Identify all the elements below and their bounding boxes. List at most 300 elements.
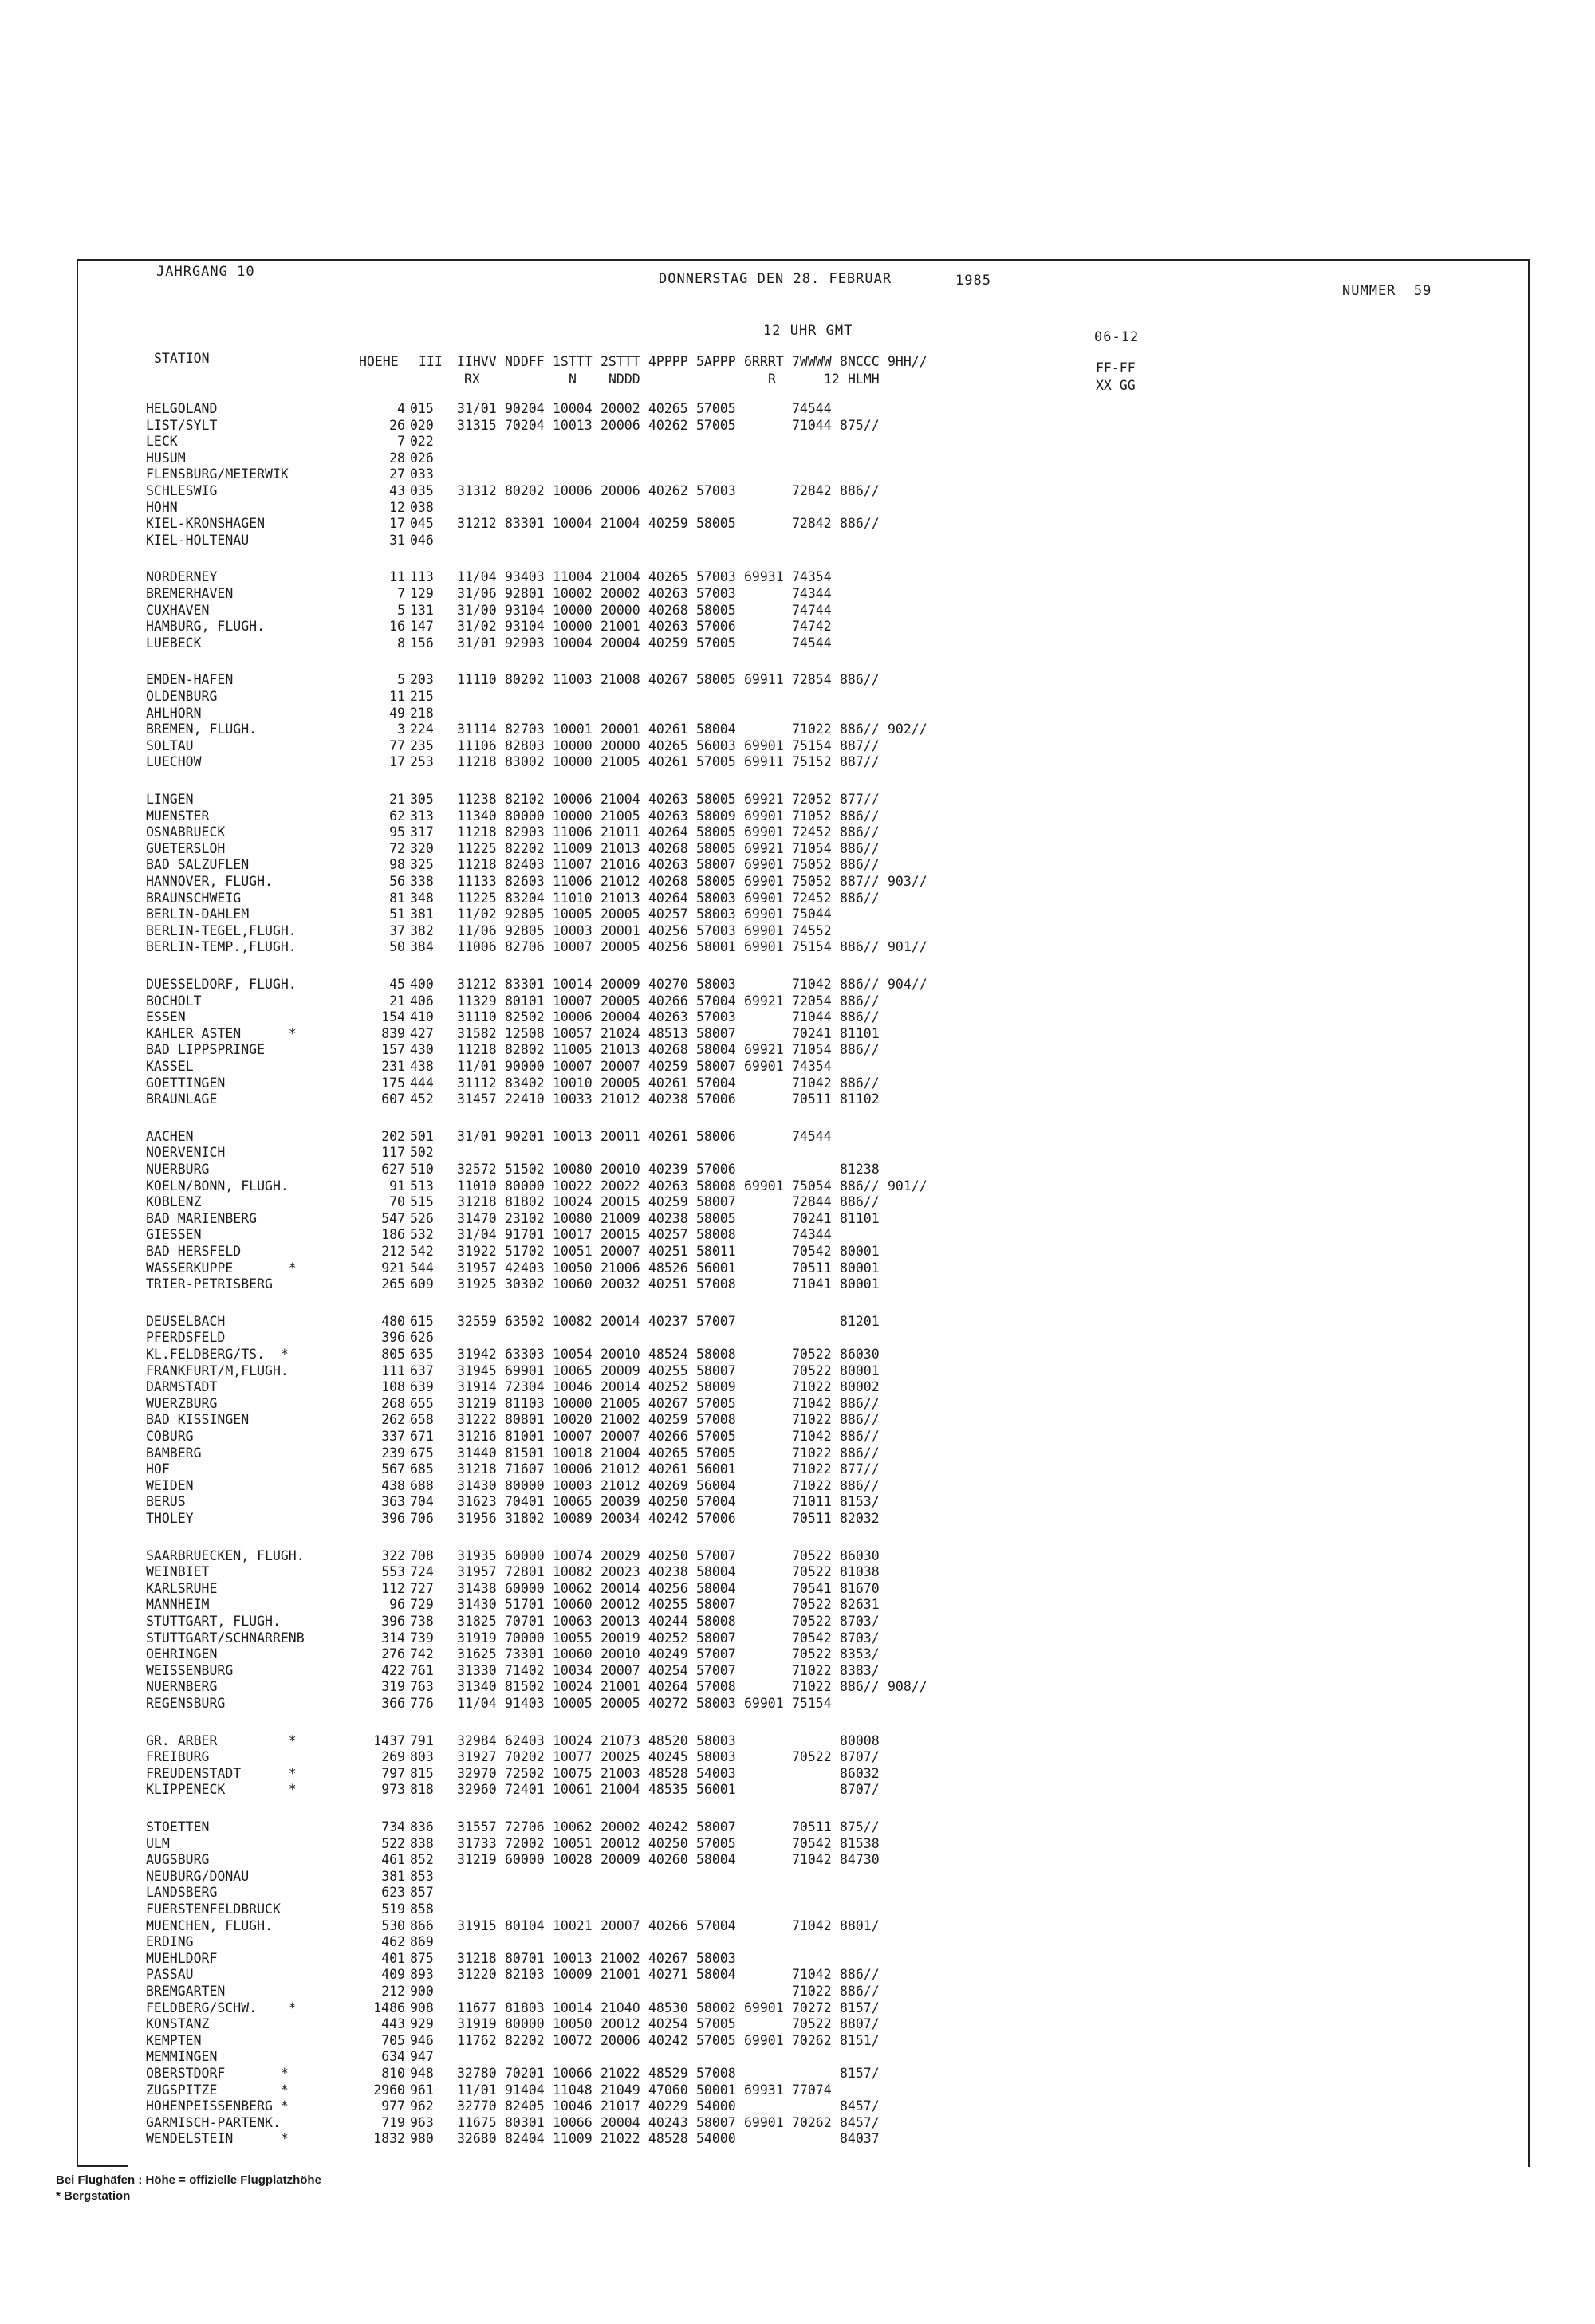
station-height: 443	[381, 2016, 405, 2032]
obs-group: 82202	[505, 2032, 545, 2048]
table-row	[0, 1276, 1436, 1294]
station-number: 129	[410, 586, 434, 601]
obs-group: 21005	[601, 808, 640, 824]
station-number: 893	[410, 1967, 434, 1983]
obs-group: 31802	[505, 1511, 545, 1526]
station-number: 532	[410, 1227, 434, 1243]
obs-group: 40261	[648, 722, 688, 737]
obs-group: 40265	[648, 1445, 688, 1461]
obs-group: 10082	[553, 1313, 593, 1329]
obs-group: 8707/	[840, 1749, 880, 1765]
obs-group: 11218	[457, 1042, 497, 1058]
obs-group: 74344	[792, 586, 832, 601]
obs-group: 40263	[648, 808, 688, 824]
obs-group: 56001	[696, 1782, 736, 1798]
col-7wwww: 7WWWW	[792, 354, 832, 369]
obs-group: 71042	[792, 1917, 832, 1933]
obs-group: 91701	[505, 1227, 545, 1243]
obs-group: 72452	[792, 824, 832, 840]
obs-group: 10062	[553, 1819, 593, 1834]
table-row	[0, 1869, 1436, 1886]
obs-group: 8157/	[840, 2000, 880, 2015]
obs-group: 8383/	[840, 1662, 880, 1678]
obs-group: 40265	[648, 737, 688, 753]
obs-group: 886//	[840, 993, 880, 1009]
station-number: 131	[410, 602, 434, 618]
obs-group: 40261	[648, 1075, 688, 1091]
obs-group: 60000	[505, 1547, 545, 1563]
obs-group: 21049	[601, 2082, 640, 2098]
table-row	[0, 977, 1436, 994]
table-row	[0, 1749, 1436, 1767]
obs-group: 75044	[792, 906, 832, 922]
footnote-airports: Bei Flughäfen : Höhe = offizielle Flugplatzhöhe	[56, 2173, 321, 2187]
obs-group: 48513	[648, 1025, 688, 1041]
obs-group: 69901	[744, 857, 784, 873]
table-row	[0, 824, 1436, 842]
obs-group: 20007	[601, 1917, 640, 1933]
obs-group: 21073	[601, 1732, 640, 1748]
obs-group: 10063	[553, 1614, 593, 1629]
obs-group: 886//	[840, 672, 880, 688]
obs-group: 71042	[792, 1967, 832, 1983]
table-row	[0, 500, 1436, 517]
obs-group: 11218	[457, 824, 497, 840]
station-height: 1486	[373, 2000, 405, 2015]
obs-group: 80008	[840, 1732, 880, 1748]
obs-group: 58005	[696, 824, 736, 840]
table-row	[0, 1614, 1436, 1631]
station-height: 3	[397, 722, 405, 737]
station-height: 157	[381, 1042, 405, 1058]
obs-group: 875//	[840, 417, 880, 433]
obs-group: 71022	[792, 1662, 832, 1678]
table-row	[0, 450, 1436, 468]
obs-group: 10024	[553, 1732, 593, 1748]
station-height: 111	[381, 1363, 405, 1378]
obs-group: 886//	[840, 1445, 880, 1461]
station-height: 56	[389, 874, 405, 889]
obs-group: 71022	[792, 1412, 832, 1428]
station-number: 015	[410, 401, 434, 416]
col-8nccc: 8NCCC	[840, 354, 880, 369]
table-row	[0, 2016, 1436, 2034]
station-height: 719	[381, 2114, 405, 2130]
table-row	[0, 635, 1436, 653]
obs-group: 10051	[553, 1835, 593, 1851]
station-height: 547	[381, 1210, 405, 1226]
obs-group: 31942	[457, 1347, 497, 1362]
obs-group: 31/06	[457, 586, 497, 601]
obs-group: 48520	[648, 1732, 688, 1748]
obs-group: 71042	[792, 977, 832, 992]
obs-group: 57006	[696, 1511, 736, 1526]
station-name: OEHRINGEN	[146, 1646, 218, 1662]
table-row	[0, 1646, 1436, 1664]
station-name: DUESSELDORF, FLUGH.	[146, 977, 297, 992]
obs-group: 21016	[601, 857, 640, 873]
station-height: 7	[397, 586, 405, 601]
station-number: 526	[410, 1210, 434, 1226]
station-height: 977	[381, 2098, 405, 2114]
obs-group: 81502	[505, 1679, 545, 1695]
obs-group: 74742	[792, 619, 832, 635]
station-number: 317	[410, 824, 434, 840]
station-height: 231	[381, 1059, 405, 1074]
obs-group: 84730	[840, 1852, 880, 1868]
obs-group: 886//	[840, 840, 880, 856]
station-number: 776	[410, 1696, 434, 1711]
table-row	[0, 906, 1436, 924]
station-number: 671	[410, 1429, 434, 1444]
obs-group: 80000	[505, 808, 545, 824]
obs-group: 20004	[601, 2114, 640, 2130]
obs-group: 20007	[601, 1662, 640, 1678]
obs-group: 20022	[601, 1178, 640, 1193]
obs-group: 8151/	[840, 2032, 880, 2048]
obs-group: 84037	[840, 2131, 880, 2147]
obs-group: 886//	[840, 1412, 880, 1428]
station-height: 21	[389, 792, 405, 807]
obs-group: 31220	[457, 1967, 497, 1983]
table-row	[0, 1211, 1436, 1229]
station-height: 95	[389, 824, 405, 840]
obs-group: 21004	[601, 569, 640, 585]
obs-group: 40257	[648, 906, 688, 922]
station-height: 366	[381, 1696, 405, 1711]
obs-group: 20025	[601, 1749, 640, 1765]
table-row	[0, 1461, 1436, 1479]
obs-group: 31935	[457, 1547, 497, 1563]
station-name: BAD MARIENBERG	[146, 1210, 258, 1226]
obs-group: 31219	[457, 1395, 497, 1411]
obs-group: 90204	[505, 401, 545, 416]
station-number: 803	[410, 1749, 434, 1765]
obs-group: 93403	[505, 569, 545, 585]
obs-group: 21012	[601, 1477, 640, 1493]
table-row	[0, 1548, 1436, 1566]
obs-group: 31/00	[457, 602, 497, 618]
obs-group: 57004	[696, 1494, 736, 1510]
obs-group: 40271	[648, 1967, 688, 1983]
obs-group: 71042	[792, 1075, 832, 1091]
obs-group: 82403	[505, 857, 545, 873]
station-name: BERLIN-DAHLEM	[146, 906, 250, 922]
col-4pppp: 4PPPP	[648, 354, 688, 369]
obs-group: 886//	[840, 1395, 880, 1411]
obs-group: 58007	[696, 1025, 736, 1041]
obs-group: 21013	[601, 890, 640, 906]
obs-group: 58003	[696, 890, 736, 906]
obs-group: 58007	[696, 1194, 736, 1210]
obs-group: 58005	[696, 1210, 736, 1226]
obs-group: 40252	[648, 1379, 688, 1395]
obs-group: 10007	[553, 993, 593, 1009]
obs-group: 10000	[553, 754, 593, 770]
station-height: 28	[389, 450, 405, 466]
obs-group: 20010	[601, 1347, 640, 1362]
station-name: KONSTANZ	[146, 2016, 210, 2032]
obs-group: 69931	[744, 2082, 784, 2098]
station-name: LUECHOW	[146, 754, 202, 770]
station-number: 704	[410, 1494, 434, 1510]
obs-group: 10007	[553, 1429, 593, 1444]
station-number: 729	[410, 1597, 434, 1613]
table-row	[0, 672, 1436, 690]
station-number: 724	[410, 1564, 434, 1580]
obs-group: 58005	[696, 516, 736, 532]
station-name: HOF	[146, 1461, 170, 1477]
obs-group: 71022	[792, 1679, 832, 1695]
obs-group: 11218	[457, 754, 497, 770]
obs-group: 20012	[601, 1597, 640, 1613]
station-name: FRANKFURT/M,FLUGH.	[146, 1363, 289, 1378]
obs-group: 10028	[553, 1852, 593, 1868]
obs-group: 57005	[696, 417, 736, 433]
obs-group: 81103	[505, 1395, 545, 1411]
station-name: HUSUM	[146, 450, 186, 466]
station-height: 262	[381, 1412, 405, 1428]
obs-group: 58005	[696, 672, 736, 688]
obs-group: 81101	[840, 1210, 880, 1226]
obs-group: 56001	[696, 1260, 736, 1276]
table-row	[0, 1260, 1436, 1278]
station-name: LINGEN	[146, 792, 194, 807]
station-name: AUGSBURG	[146, 1852, 210, 1868]
obs-group: 40266	[648, 1917, 688, 1933]
obs-group: 56003	[696, 737, 736, 753]
station-name: MUENCHEN, FLUGH.	[146, 1917, 273, 1933]
obs-group: 48529	[648, 2066, 688, 2081]
obs-group: 886//	[840, 722, 880, 737]
table-row	[0, 2082, 1436, 2100]
table-row	[0, 841, 1436, 859]
obs-group: 40270	[648, 977, 688, 992]
table-row	[0, 1581, 1436, 1598]
obs-group: 21001	[601, 619, 640, 635]
obs-group: 875//	[840, 1819, 880, 1834]
obs-group: 70542	[792, 1835, 832, 1851]
obs-group: 58005	[696, 840, 736, 856]
station-name: NOERVENICH	[146, 1145, 226, 1161]
obs-group: 80701	[505, 1950, 545, 1966]
obs-group: 70542	[792, 1630, 832, 1646]
obs-group: 74354	[792, 1059, 832, 1074]
obs-group: 70241	[792, 1210, 832, 1226]
obs-group: 58002	[696, 2000, 736, 2015]
obs-group: 31430	[457, 1477, 497, 1493]
obs-group: 82405	[505, 2098, 545, 2114]
obs-group: 31919	[457, 2016, 497, 2032]
station-height: 21	[389, 993, 405, 1009]
table-row	[0, 1129, 1436, 1146]
station-height: 396	[381, 1614, 405, 1629]
obs-group: 31957	[457, 1260, 497, 1276]
table-row	[0, 1091, 1436, 1109]
station-height: 522	[381, 1835, 405, 1851]
table-row	[0, 1330, 1436, 1347]
obs-group: 20014	[601, 1379, 640, 1395]
obs-group: 63303	[505, 1347, 545, 1362]
obs-group: 32572	[457, 1162, 497, 1177]
obs-group: 20006	[601, 2032, 640, 2048]
obs-group: 40254	[648, 1662, 688, 1678]
obs-group: 58007	[696, 1630, 736, 1646]
obs-group: 83301	[505, 516, 545, 532]
obs-group: 75054	[792, 1178, 832, 1193]
obs-group: 40238	[648, 1210, 688, 1226]
obs-group: 58009	[696, 1379, 736, 1395]
table-row	[0, 993, 1436, 1011]
station-number: 763	[410, 1679, 434, 1695]
obs-group: 886//	[840, 890, 880, 906]
obs-group: 58008	[696, 1614, 736, 1629]
obs-group: 82603	[505, 874, 545, 889]
obs-group: 86030	[840, 1347, 880, 1362]
obs-group: 71011	[792, 1494, 832, 1510]
station-name: BAD SALZUFLEN	[146, 857, 250, 873]
obs-group: 20005	[601, 939, 640, 955]
obs-group: 21004	[601, 516, 640, 532]
station-number: 818	[410, 1782, 434, 1798]
station-number: 658	[410, 1412, 434, 1428]
table-row	[0, 706, 1436, 723]
obs-group: 20013	[601, 1614, 640, 1629]
obs-group: 21002	[601, 1950, 640, 1966]
obs-group: 57005	[696, 754, 736, 770]
station-name: HOHENPEISSENBERG *	[146, 2098, 289, 2114]
obs-group: 31218	[457, 1194, 497, 1210]
obs-group: 83002	[505, 754, 545, 770]
obs-group: 10051	[553, 1244, 593, 1259]
table-row	[0, 2098, 1436, 2116]
table-row	[0, 1630, 1436, 1648]
obs-group: 74544	[792, 401, 832, 416]
obs-group: 58004	[696, 1042, 736, 1058]
obs-group: 69901	[505, 1363, 545, 1378]
station-name: MANNHEIM	[146, 1597, 210, 1613]
station-height: 4	[397, 401, 405, 416]
obs-group: 92903	[505, 635, 545, 651]
station-number: 035	[410, 483, 434, 498]
obs-group: 58007	[696, 1597, 736, 1613]
station-name: GR. ARBER *	[146, 1732, 297, 1748]
obs-group: 904//	[888, 977, 927, 992]
table-row	[0, 569, 1436, 587]
obs-group: 69901	[744, 2114, 784, 2130]
obs-group: 31438	[457, 1580, 497, 1596]
station-name: WEINBIET	[146, 1564, 210, 1580]
station-number: 313	[410, 808, 434, 824]
obs-group: 10020	[553, 1412, 593, 1428]
obs-group: 886//	[840, 1679, 880, 1695]
period-label: 06-12	[1094, 329, 1140, 345]
station-name: SAARBRUECKEN, FLUGH.	[146, 1547, 305, 1563]
station-name: OBERSTDORF *	[146, 2066, 289, 2081]
col-2sttt: 2STTT	[601, 354, 640, 369]
obs-group: 20034	[601, 1511, 640, 1526]
station-name: PFERDSFELD	[146, 1330, 226, 1346]
obs-group: 58004	[696, 722, 736, 737]
obs-group: 57005	[696, 1395, 736, 1411]
station-height: 480	[381, 1313, 405, 1329]
obs-group: 10021	[553, 1917, 593, 1933]
obs-group: 47060	[648, 2082, 688, 2098]
station-number: 838	[410, 1835, 434, 1851]
obs-group: 40264	[648, 890, 688, 906]
table-row	[0, 2000, 1436, 2018]
station-height: 175	[381, 1075, 405, 1091]
obs-group: 56004	[696, 1477, 736, 1493]
obs-group: 10006	[553, 1009, 593, 1025]
obs-group: 56001	[696, 1461, 736, 1477]
obs-group: 10062	[553, 1580, 593, 1596]
obs-group: 10022	[553, 1178, 593, 1193]
obs-group: 21002	[601, 1412, 640, 1428]
table-row	[0, 2033, 1436, 2051]
station-height: 1832	[373, 2131, 405, 2147]
station-name: AACHEN	[146, 1128, 194, 1144]
col-iihvv-sub: RX	[464, 372, 480, 387]
obs-group: 31957	[457, 1564, 497, 1580]
obs-group: 69921	[744, 792, 784, 807]
obs-group: 70000	[505, 1630, 545, 1646]
table-row	[0, 1918, 1436, 1936]
station-number: 742	[410, 1646, 434, 1662]
obs-group: 21001	[601, 1967, 640, 1983]
obs-group: 40261	[648, 1461, 688, 1477]
station-name: PASSAU	[146, 1967, 194, 1983]
station-number: 452	[410, 1091, 434, 1107]
station-height: 409	[381, 1967, 405, 1983]
obs-group: 21013	[601, 1042, 640, 1058]
obs-group: 69911	[744, 672, 784, 688]
station-height: 16	[389, 619, 405, 635]
obs-group: 21003	[601, 1765, 640, 1781]
obs-group: 886//	[840, 824, 880, 840]
obs-group: 10033	[553, 1091, 593, 1107]
obs-group: 74544	[792, 635, 832, 651]
station-number: 038	[410, 499, 434, 515]
obs-group: 21005	[601, 1395, 640, 1411]
table-row	[0, 1396, 1436, 1414]
obs-group: 20010	[601, 1162, 640, 1177]
table-row	[0, 923, 1436, 941]
obs-group: 70522	[792, 2016, 832, 2032]
table-row	[0, 619, 1436, 636]
col-9hh: 9HH//	[888, 354, 927, 369]
obs-group: 57005	[696, 2016, 736, 2032]
obs-group: 70541	[792, 1580, 832, 1596]
table-row	[0, 2066, 1436, 2083]
station-name: BRAUNSCHWEIG	[146, 890, 242, 906]
table-row	[0, 754, 1436, 772]
obs-group: 886//	[840, 1042, 880, 1058]
obs-group: 57003	[696, 922, 736, 938]
obs-group: 70401	[505, 1494, 545, 1510]
col-ff: FF-FF	[1096, 360, 1136, 376]
obs-group: 50001	[696, 2082, 736, 2098]
obs-group: 31927	[457, 1749, 497, 1765]
table-row	[0, 1363, 1436, 1381]
footnote-mountain: * Bergstation	[56, 2189, 131, 2203]
obs-group: 10080	[553, 1210, 593, 1226]
station-number: 215	[410, 689, 434, 704]
station-name: KOBLENZ	[146, 1194, 202, 1210]
obs-group: 80000	[505, 1477, 545, 1493]
obs-group: 72452	[792, 890, 832, 906]
obs-group: 11110	[457, 672, 497, 688]
